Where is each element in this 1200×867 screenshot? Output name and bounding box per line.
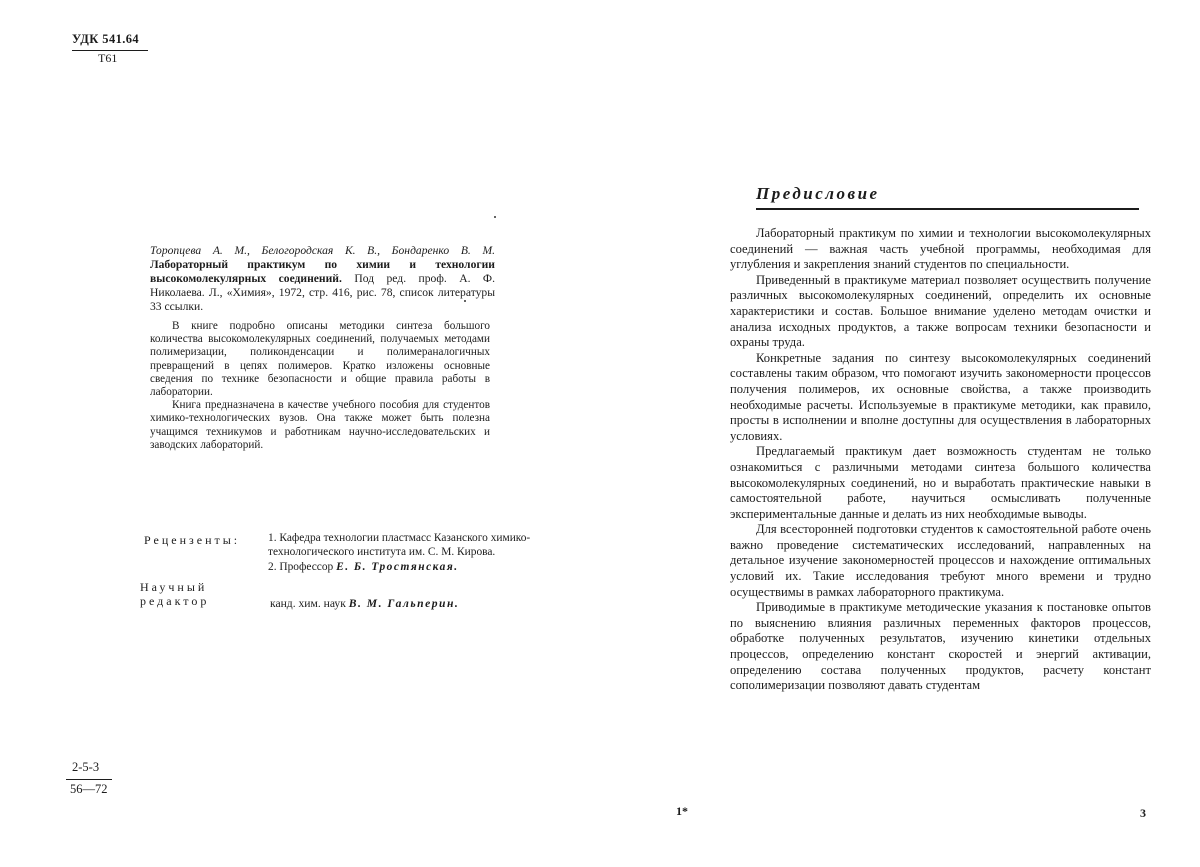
catalog-code-rule	[66, 779, 112, 780]
reviewer-entry: 1. Кафедра технологии пластмасс Казанского химико-технологического института им. С. М. Кирова.	[268, 532, 531, 558]
udk-code: Т61	[98, 51, 118, 65]
abstract-paragraph: Книга предназначена в качестве учебного пособия для студентов химико-технологических вузов. Она также может быть полезна учащимся техникумов и работникам научно-исследовательских и заводских лабораторий.	[150, 399, 490, 451]
editor-entry	[270, 597, 459, 610]
catalog-code-top: 2-5-3	[72, 760, 100, 774]
reviewer-entry	[268, 561, 533, 575]
preface-paragraph: Конкретные задания по синтезу высокомолекулярных соединений составлены таким образом, что помогают изучить закономерности процессов получения полимеров, их основные свойства, а также производить необходимые расчеты. Используемые в практикуме методики, как правило, просты в исполнении и вполне доступны для осуществления в лабораторных условиях.	[730, 350, 1151, 443]
reviewers-list	[268, 532, 533, 575]
editor-name: В. М. Гальперин.	[348, 597, 460, 610]
bibliographic-record	[150, 244, 495, 314]
udk-index: УДК 541.64	[72, 32, 140, 46]
abstract-paragraph: В книге подробно описаны методики синтеза большого количества высокомолекулярных соединений, получаемых методами полимеризации, поликонденсации и полимераналогичных превращений в цепях полимеров. Кратко изложены основные сведения по технике безопасности и общие правила работы в лаборатории.	[150, 320, 490, 399]
preface-paragraph: Лабораторный практикум по химии и технологии высокомолекулярных соединений — важная часть учебной программы, необходимая для углубления и закрепления знаний студентов по специальности.	[730, 226, 1151, 272]
biblio-authors: Торопцева А. М., Белогородская К. В., Бондаренко В. М.	[150, 244, 495, 257]
print-speck	[494, 216, 496, 218]
preface-rule	[756, 208, 1139, 210]
preface-paragraph: Приведенный в практикуме материал позволяет осуществить получение различных высокомолекулярных соединений, определить их основные характеристики и состав. Большое внимание уделено методам очистки и анализа исходных продуктов, а также вопросам техники безопасности и охраны труда.	[730, 272, 1151, 350]
editor-prefix: канд. хим. наук	[270, 597, 346, 610]
reviewer-prefix: 2. Профессор	[268, 561, 334, 574]
reviewers-label: Рецензенты:	[144, 533, 241, 547]
preface-paragraph: Предлагаемый практикум дает возможность студентам не только ознакомиться с различными методами синтеза большого количества высокомолекулярных соединений, но и выработать практические навыки в самостоятельной работе, научиться осмысливать полученные экспериментальные данные и делать из них необходимые выводы.	[730, 444, 1151, 521]
preface-paragraph: Приводимые в практикуме методические указания к постановке опытов по выяснению влияния различных переменных факторов процессов, обработке полученных результатов, изучению кинетики отдельных процессов, определению констант скоростей и энергий активации, определению состава полученных продуктов, расчету констант сополимеризации позволяют давать студентам	[730, 600, 1151, 693]
page-number: 3	[1140, 806, 1146, 820]
biblio-imprint: Под ред. проф. А. Ф. Николаева. Л., «Химия», 1972, стр. 416, рис. 78, список литературы 33 ссылки.	[150, 272, 495, 313]
reviewer-name: Е. Б. Тростянская.	[336, 561, 459, 574]
signature-mark: 1*	[676, 804, 688, 818]
catalog-code-bottom: 56—72	[70, 782, 108, 796]
biblio-title: Лабораторный практикум по химии и технологии высокомолекулярных соединений.	[150, 258, 495, 285]
print-speck	[464, 300, 466, 302]
preface-heading: Предисловие	[756, 184, 880, 203]
preface-paragraph: Для всесторонней подготовки студентов к самостоятельной работе очень важно проведение систематических исследований, направленных на детальное изучение закономерностей процессов и нахождение оптимальных условий их. Такие исследования требуют много времени и трудно осуществимы в рамках лабораторного практикума.	[730, 522, 1151, 599]
right-page	[600, 0, 1200, 867]
abstract	[150, 320, 490, 452]
preface-body	[730, 226, 1151, 694]
editor-label: Научный редактор	[140, 580, 210, 608]
